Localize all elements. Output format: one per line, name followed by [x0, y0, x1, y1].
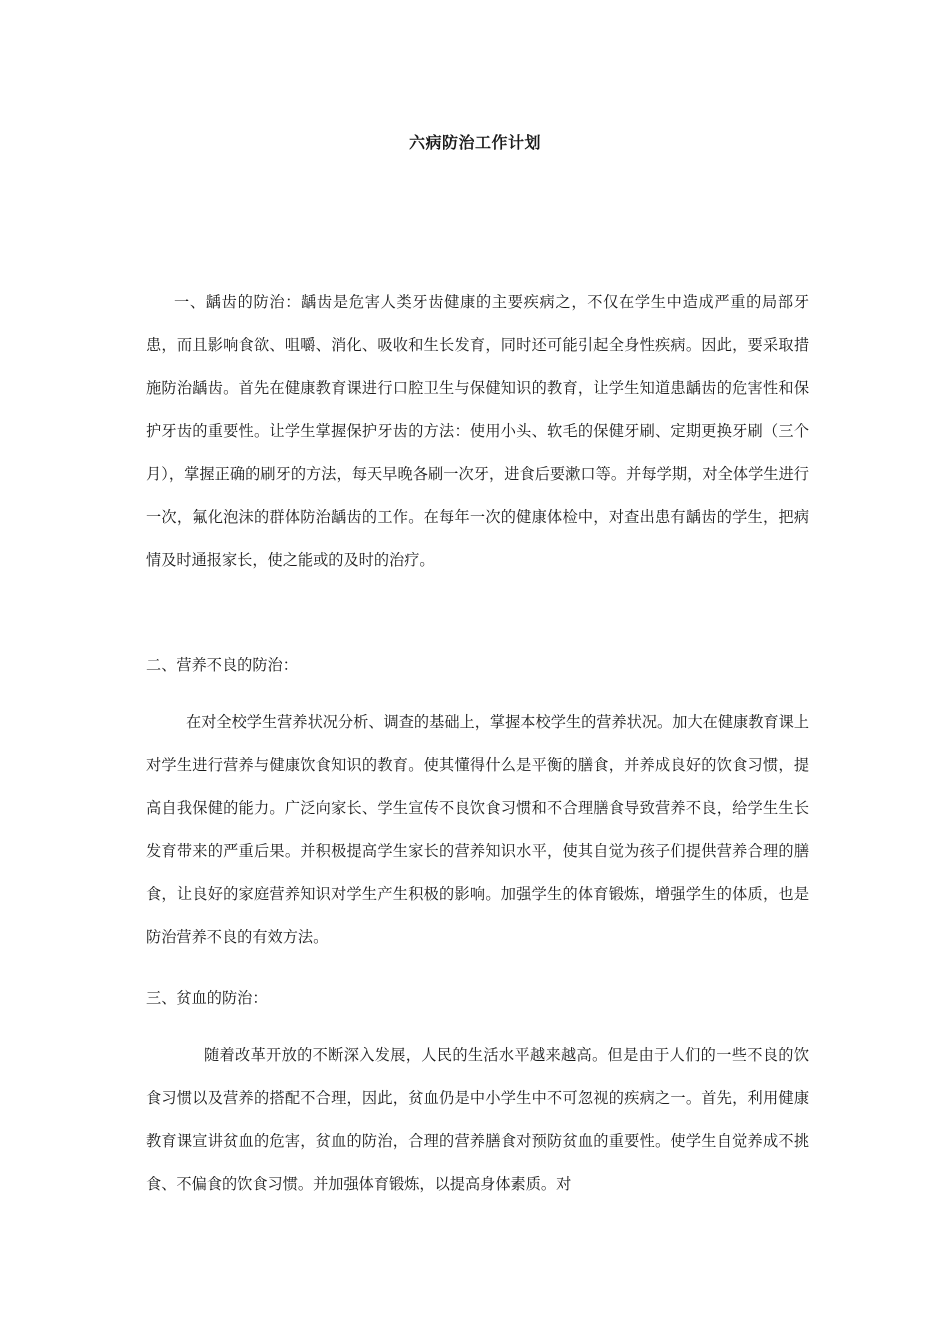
section-1-paragraph: 一、龋齿的防治：龋齿是危害人类牙齿健康的主要疾病之，不仅在学生中造成严重的局部牙患，而且影响食欲、咀嚼、消化、吸收和生长发育，同时还可能引起全身性疾病。因此，要采取措施防治龋齿。首先在健康教育课进行口腔卫生与保健知识的教育，让学生知道患龋齿的危害性和保护牙齿的重要性。让学生掌握保护牙齿的方法：使用小头、软毛的保健牙刷、定期更换牙刷（三个月），掌握正确的刷牙的方法，每天早晚各刷一次牙，进食后要漱口等。并每学期，对全体学生进行一次，氟化泡沫的群体防治龋齿的工作。在每年一次的健康体检中，对查出患有龋齿的学生，把病情及时通报家长，使之能或的及时的治疗。 — [146, 293, 809, 569]
section-3-paragraph: 随着改革开放的不断深入发展，人民的生活水平越来越高。但是由于人们的一些不良的饮食习惯以及营养的搭配不合理，因此，贫血仍是中小学生中不可忽视的疾病之一。首先，利用健康教育课宣讲贫血的危害，贫血的防治，合理的营养膳食对预防贫血的重要性。使学生自觉养成不挑食、不偏食的饮食习惯。并加强体育锻炼，以提高身体素质。对 — [146, 1046, 809, 1193]
document-title: 六病防治工作计划 — [408, 133, 541, 152]
section-2-paragraph: 在对全校学生营养状况分析、调查的基础上，掌握本校学生的营养状况。加大在健康教育课上对学生进行营养与健康饮食知识的教育。使其懂得什么是平衡的膳食，并养成良好的饮食习惯，提高自我保健的能力。广泛向家长、学生宣传不良饮食习惯和不合理膳食导致营养不良，给学生生长发育带来的严重后果。并积极提高学生家长的营养知识水平，使其自觉为孩子们提供营养合理的膳食，让良好的家庭营养知识对学生产生积极的影响。加强学生的体育锻炼，增强学生的体质，也是防治营养不良的有效方法。 — [146, 713, 809, 946]
section-2-heading: 二、营养不良的防治： — [146, 656, 298, 674]
section-3-heading: 三、贫血的防治： — [146, 989, 268, 1007]
